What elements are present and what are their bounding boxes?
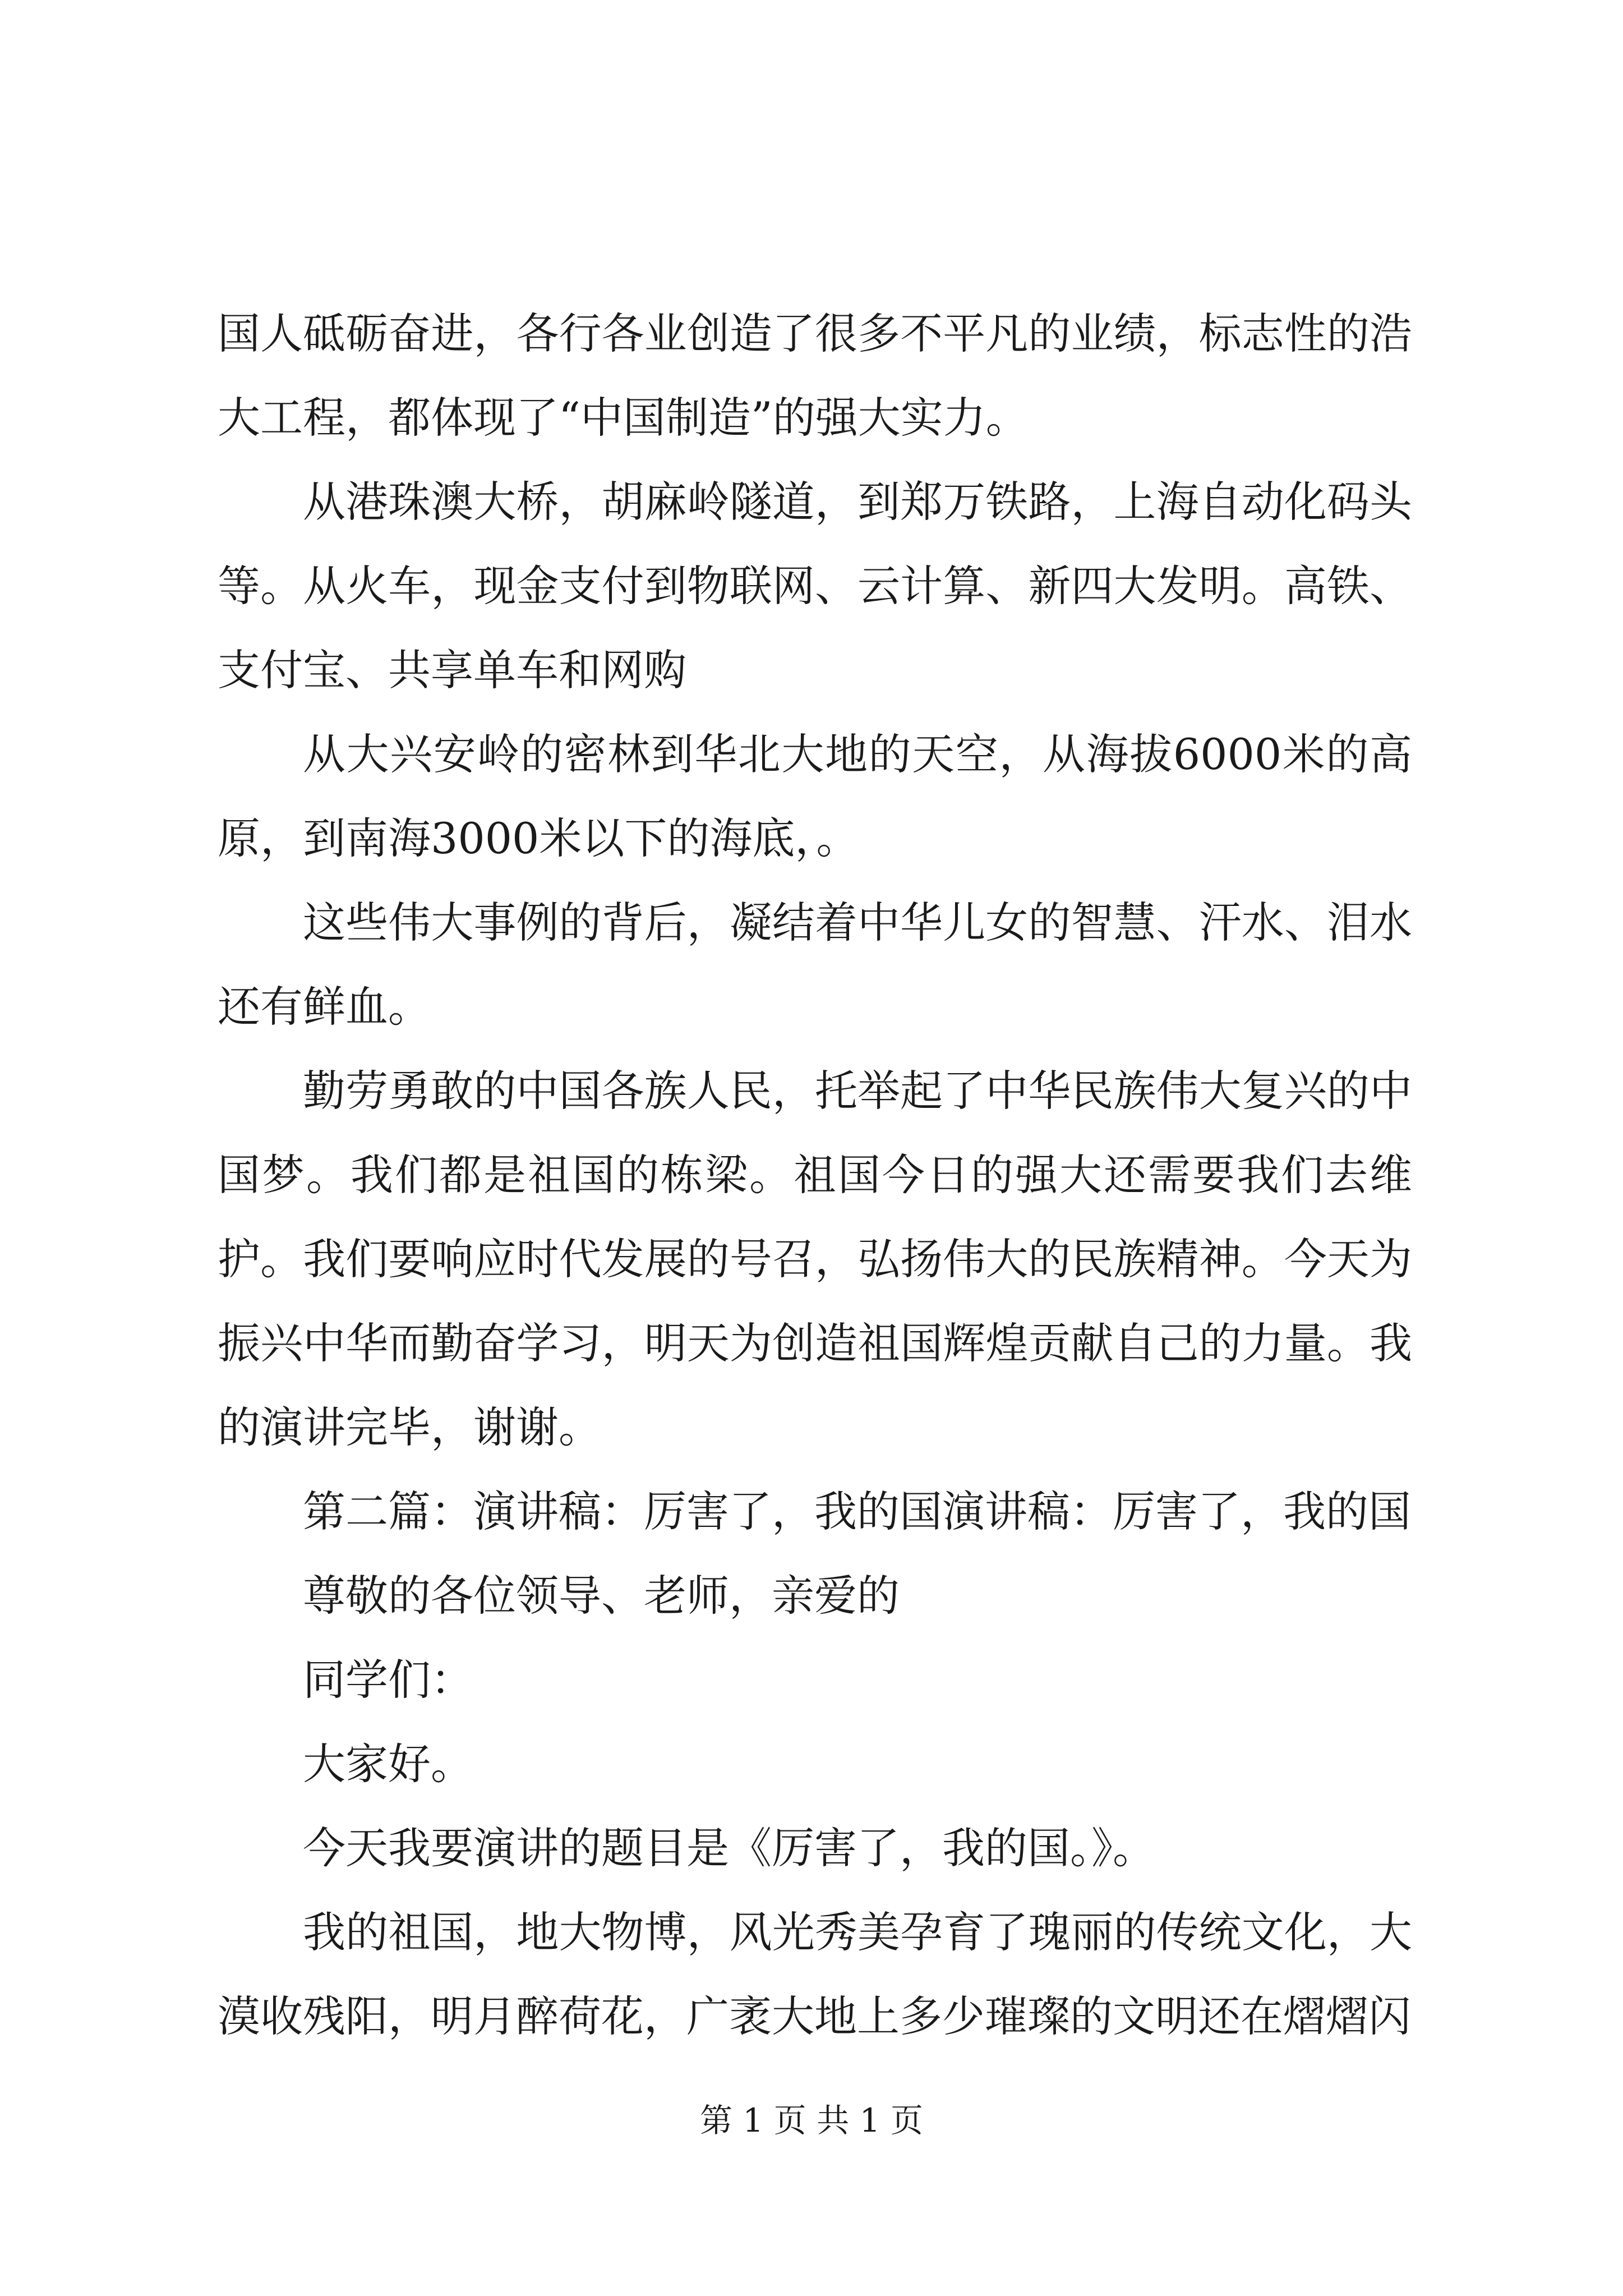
paragraph-4: 这些伟大事例的背后，凝结着中华儿女的智慧、汗水、泪水还有鲜血。: [218, 898, 1412, 1032]
paragraph-5: 勤劳勇敢的中国各族人民，托举起了中华民族伟大复兴的中国梦。我们都是祖国的栋梁。祖国今日的强大还需要我们去维护。我们要响应时代发展的号召，弘扬伟大的民族精神。今天为振兴中华而勤奋学习，明天为创造祖国辉煌贡献自己的力量。我的演讲完毕，谢谢。: [218, 1066, 1412, 1452]
paragraph-2: 从港珠澳大桥，胡麻岭隧道，到郑万铁路，上海自动化码头等。从火车，现金支付到物联网、云计算、新四大发明。高铁、支付宝、共享单车和网购: [218, 477, 1412, 695]
speech-topic: 今天我要演讲的题目是《厉害了，我的国。》。: [303, 1823, 1155, 1873]
page-footer: 第 1 页 共 1 页: [700, 2101, 923, 2139]
paragraph-final: 我的祖国，地大物博，风光秀美孕育了瑰丽的传统文化，大漠收残阳，明月醉荷花，广袤大地上多少璀璨的文明还在熠熠闪: [218, 1907, 1412, 2041]
salutation-line-2: 同学们：: [303, 1655, 473, 1705]
document-body: [218, 292, 1412, 2059]
paragraph-3: 从大兴安岭的密林到华北大地的天空，从海拔6000米的高原，到南海3000米以下的海底，。: [218, 729, 1412, 863]
paragraph-1: 国人砥砺奋进，各行各业创造了很多不平凡的业绩，标志性的浩大工程，都体现了“中国制造”的强大实力。: [218, 309, 1412, 443]
section-heading: 第二篇：演讲稿：厉害了，我的国演讲稿：厉害了，我的国: [303, 1487, 1411, 1536]
salutation-line-1: 尊敬的各位领导、老师，亲爱的: [303, 1571, 900, 1621]
greeting: 大家好。: [303, 1739, 473, 1789]
